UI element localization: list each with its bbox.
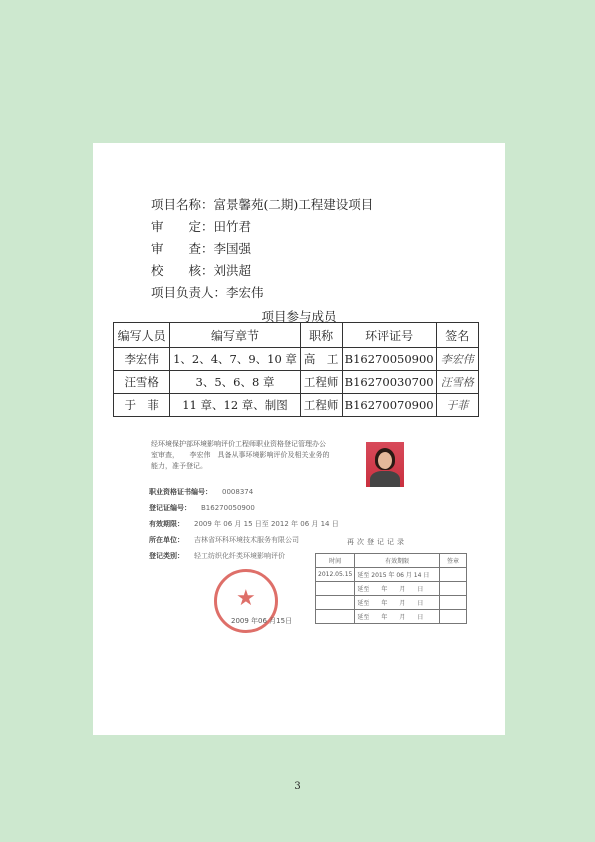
reg-sign <box>440 610 467 624</box>
reg-period: 延至 年 月 日 <box>355 582 440 596</box>
header-title: 职称 <box>300 323 342 348</box>
cert-field <box>149 535 299 545</box>
cert-field <box>149 519 339 529</box>
cert-field <box>149 503 255 513</box>
table-row <box>316 610 467 624</box>
cert-field-value: 0008374 <box>222 488 254 496</box>
project-name-line <box>151 195 373 213</box>
cert-field <box>149 487 253 497</box>
member-signature: 李宏伟 <box>436 348 478 371</box>
member-chapters: 1、2、4、7、9、10 章 <box>170 348 300 371</box>
review-label: 审 定： <box>151 219 214 234</box>
proof-label: 校 核： <box>151 263 214 278</box>
seal-emblem-icon: ★ <box>236 586 256 611</box>
lead-value: 李宏伟 <box>226 285 264 300</box>
cert-field <box>149 551 285 561</box>
reg-sign <box>440 568 467 582</box>
reg-time <box>316 610 355 624</box>
member-name: 汪雪格 <box>114 371 170 394</box>
id-photo <box>366 442 404 487</box>
check-line <box>151 239 251 257</box>
re-registration-title: 再次登记记录 <box>347 538 407 546</box>
cert-field-key: 职业资格证书编号： <box>149 488 212 496</box>
seal-date: 2009 年06 月15日 <box>231 617 293 625</box>
cert-field-value: 轻工纺织化纤类环境影响评价 <box>194 552 285 560</box>
table-row <box>316 596 467 610</box>
header-signature: 签名 <box>436 323 478 348</box>
scanned-page <box>93 143 505 735</box>
reg-sign <box>440 596 467 610</box>
member-name: 李宏伟 <box>114 348 170 371</box>
reg-period: 延至 年 月 日 <box>355 596 440 610</box>
cert-field-key: 所在单位： <box>149 536 184 544</box>
member-signature: 于菲 <box>436 394 478 417</box>
reg-period: 延至 2015 年 06 月 14 日 <box>355 568 440 582</box>
photo-body <box>370 471 400 487</box>
certificate-paragraph: 经环境保护部环境影响评价工程师职业资格登记管理办公室审查， 李宏伟 具备从事环境影响评价及相关业务的能力，准予登记。 <box>151 440 330 470</box>
cert-field-value: 吉林省环科环境技术服务有限公司 <box>194 536 299 544</box>
review-value: 田竹君 <box>213 219 252 234</box>
table-row <box>316 582 467 596</box>
member-cert: B16270070900 <box>342 394 436 417</box>
member-title: 工程师 <box>300 371 342 394</box>
reg-header-row <box>316 554 467 568</box>
lead-label: 项目负责人： <box>151 285 227 300</box>
member-title: 工程师 <box>300 394 342 417</box>
reg-time: 2012.05.15 <box>316 568 355 582</box>
lead-line <box>151 283 264 301</box>
header-cert: 环评证号 <box>342 323 436 348</box>
members-title: 项目参与成员 <box>261 309 337 324</box>
table-row <box>114 371 479 394</box>
reg-period: 延至 年 月 日 <box>355 610 440 624</box>
project-name-label: 项目名称： <box>151 197 214 212</box>
member-cert: B16270050900 <box>342 348 436 371</box>
proof-value: 刘洪超 <box>213 263 252 278</box>
re-registration-table <box>315 553 467 624</box>
reg-header-sign: 签章 <box>440 554 467 568</box>
reg-time <box>316 582 355 596</box>
member-cert: B16270030700 <box>342 371 436 394</box>
table-row <box>114 394 479 417</box>
cert-field-key: 登记类别： <box>149 552 184 560</box>
header-chapters: 编写章节 <box>170 323 300 348</box>
member-name: 于 菲 <box>114 394 170 417</box>
table-row <box>316 568 467 582</box>
check-label: 审 查： <box>151 241 214 256</box>
review-line <box>151 217 251 235</box>
reg-header-time: 时间 <box>316 554 355 568</box>
header-writer: 编写人员 <box>114 323 170 348</box>
reg-header-period: 有效期限 <box>355 554 440 568</box>
cert-field-value: 2009 年 06 月 15 日至 2012 年 06 月 14 日 <box>194 520 339 528</box>
page-number: 3 <box>294 781 301 792</box>
cert-field-value: B16270050900 <box>201 504 255 512</box>
reg-sign <box>440 582 467 596</box>
check-value: 李国强 <box>213 241 252 256</box>
member-title: 高 工 <box>300 348 342 371</box>
proof-line <box>151 261 251 279</box>
member-chapters: 3、5、6、8 章 <box>170 371 300 394</box>
reg-time <box>316 596 355 610</box>
table-row <box>114 348 479 371</box>
member-chapters: 11 章、12 章、制图 <box>170 394 300 417</box>
cert-field-key: 有效期限： <box>149 520 184 528</box>
members-header-row <box>114 323 479 348</box>
member-signature: 汪雪格 <box>436 371 478 394</box>
project-name-value: 富景馨苑(二期)工程建设项目 <box>213 197 374 212</box>
cert-field-key: 登记证编号： <box>149 504 191 512</box>
photo-face <box>378 452 392 469</box>
members-table <box>113 322 479 417</box>
